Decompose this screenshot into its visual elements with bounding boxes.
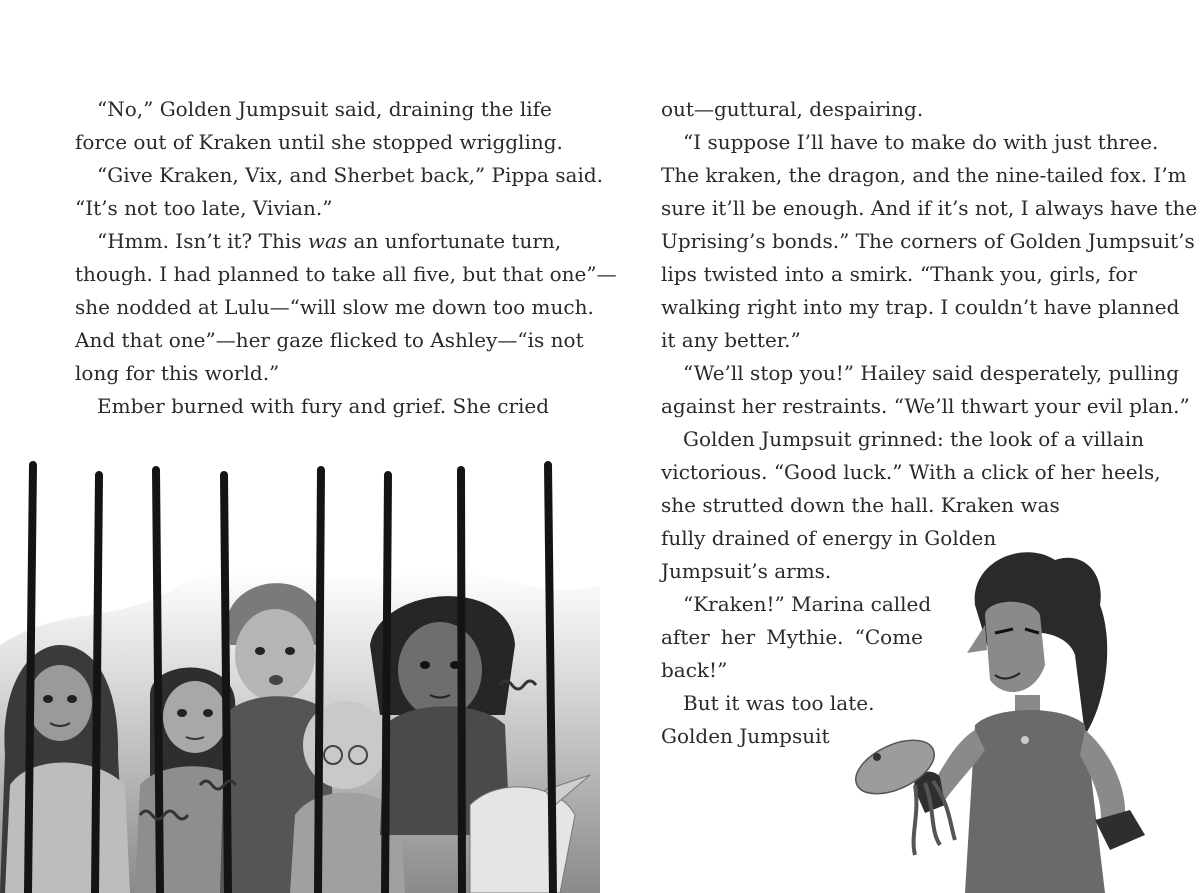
text-line: Golden Jumpsuit bbox=[661, 724, 830, 748]
text-line: “It’s not too late, Vivian.” bbox=[75, 196, 333, 220]
text-line: she nodded at Lulu—“will slow me down too much. bbox=[75, 295, 594, 319]
text-line: And that one”—her gaze flicked to Ashley—“is not bbox=[75, 328, 584, 352]
text-line: Ember burned with fury and grief. She cried bbox=[97, 394, 550, 418]
text-line: she strutted down the hall. Kraken was bbox=[661, 493, 1060, 517]
kraken-creature bbox=[855, 729, 955, 855]
text-line: after her Mythie. “Come bbox=[661, 625, 923, 649]
text-line: long for this world.” bbox=[75, 361, 280, 385]
text-line bbox=[75, 225, 562, 258]
text-line: But it was too late. bbox=[683, 691, 875, 715]
text-line: “Give Kraken, Vix, and Sherbet back,” Pippa said. bbox=[97, 163, 603, 187]
text-line: Jumpsuit’s arms. bbox=[661, 559, 832, 583]
text-line: force out of Kraken until she stopped wriggling. bbox=[75, 130, 563, 154]
text-line: out—guttural, despairing. bbox=[661, 97, 924, 121]
text-segment: “Hmm. Isn’t it? This bbox=[97, 229, 302, 253]
text-line: fully drained of energy in Golden bbox=[661, 526, 997, 550]
text-line: walking right into my trap. I couldn’t have planned bbox=[661, 295, 1180, 319]
emphasized-word: was bbox=[307, 229, 348, 253]
text-line: sure it’ll be enough. And if it’s not, I always have the bbox=[661, 196, 1198, 220]
text-line: Uprising’s bonds.” The corners of Golden Jumpsuit’s bbox=[661, 229, 1195, 253]
text-line: victorious. “Good luck.” With a click of her heels, bbox=[661, 460, 1161, 484]
villain-illustration bbox=[855, 545, 1175, 893]
text-line: “Kraken!” Marina called bbox=[683, 592, 932, 616]
text-line: back!” bbox=[661, 658, 728, 682]
text-line: lips twisted into a smirk. “Thank you, girls, for bbox=[661, 262, 1137, 286]
caged-girls-illustration bbox=[0, 455, 600, 893]
right-page bbox=[600, 0, 1200, 893]
text-line: “No,” Golden Jumpsuit said, draining the life bbox=[97, 97, 552, 121]
text-line: it any better.” bbox=[661, 328, 801, 352]
text-line: Golden Jumpsuit grinned: the look of a villain bbox=[683, 427, 1144, 451]
text-line: The kraken, the dragon, and the nine-tailed fox. I’m bbox=[661, 163, 1187, 187]
text-segment: an unfortunate turn, bbox=[353, 229, 562, 253]
text-line: though. I had planned to take all five, but that one”— bbox=[75, 262, 617, 286]
text-line: “I suppose I’ll have to make do with just three. bbox=[683, 130, 1159, 154]
text-line: against her restraints. “We’ll thwart your evil plan.” bbox=[661, 394, 1190, 418]
text-line: “We’ll stop you!” Hailey said desperately, pulling bbox=[683, 361, 1179, 385]
